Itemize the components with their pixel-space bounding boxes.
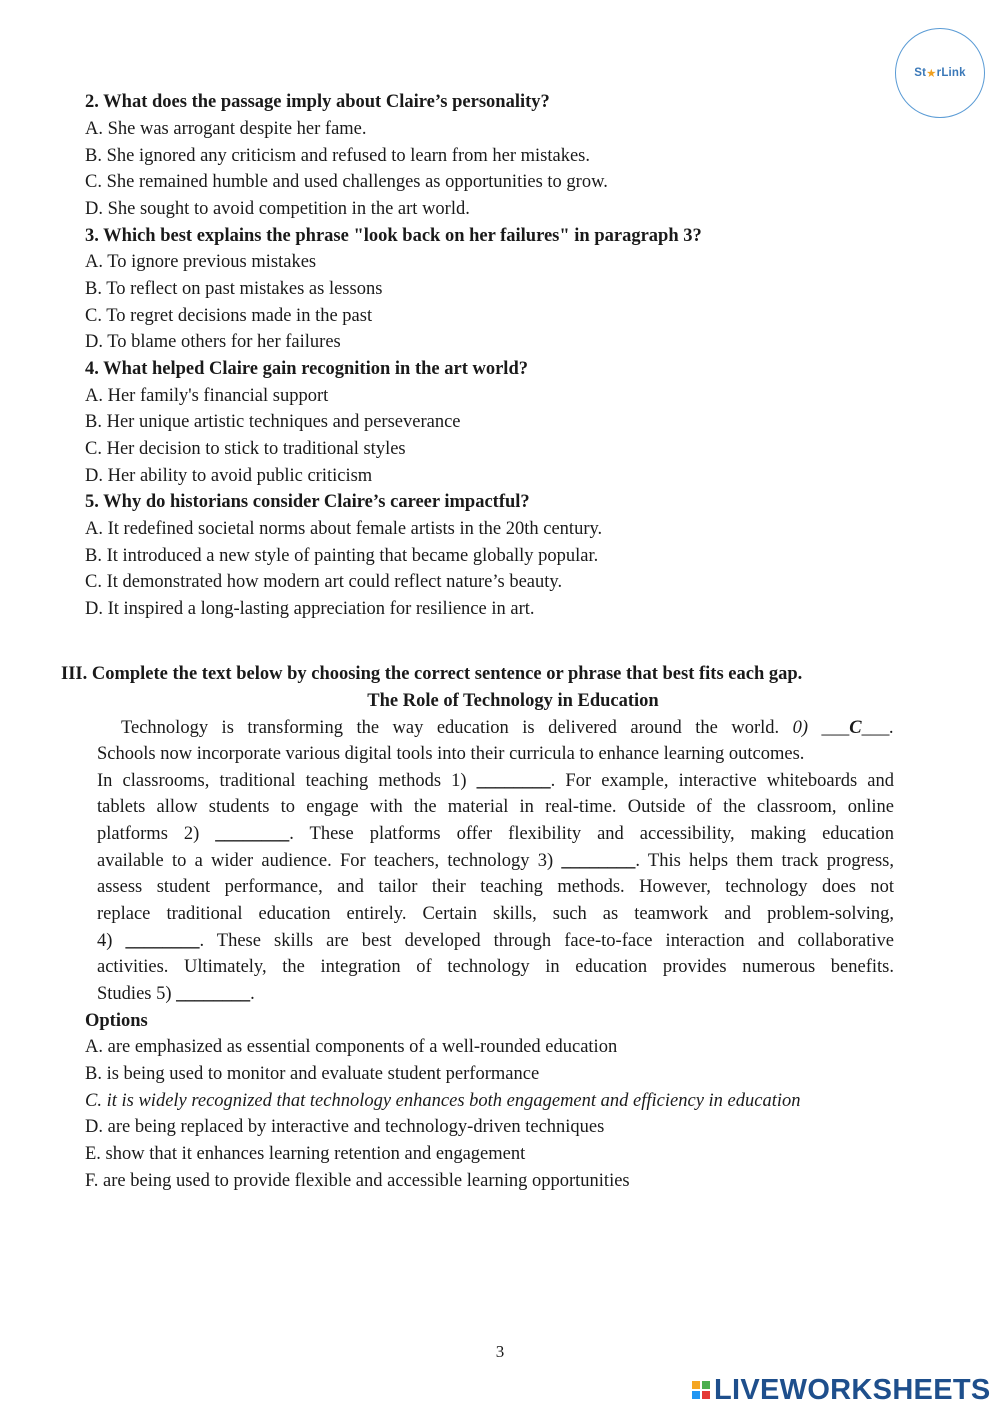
question-5-option-d[interactable]: D. It inspired a long-lasting appreciation for resilience in art. [85,599,535,619]
gap-1[interactable]: ________ [476,771,551,791]
passage-line: tablets allow students to engage with the material in real-time. Outside of the classroom, online [97,797,894,817]
question-3-option-d[interactable]: D. To blame others for her failures [85,332,341,352]
question-5-option-c[interactable]: C. It demonstrated how modern art could reflect nature’s beauty. [85,572,563,592]
liveworksheets-logo: LIVEWORKSHEETS [692,1374,991,1406]
question-2-option-d[interactable]: D. She sought to avoid competition in the art world. [85,199,470,219]
question-4-option-c[interactable]: C. Her decision to stick to traditional styles [85,439,406,459]
question-3-option-b[interactable]: B. To reflect on past mistakes as lessons [85,279,383,299]
passage-line: replace traditional education entirely. Certain skills, such as teamwork and problem-solving, [97,904,894,924]
option-c[interactable]: C. it is widely recognized that technology enhances both engagement and efficiency in education [85,1091,801,1111]
question-3: 3. Which best explains the phrase "look back on her failures" in paragraph 3? [85,226,702,246]
passage-line: 4) ________. These skills are best developed through face-to-face interaction and collaborative [97,931,895,951]
option-b[interactable]: B. is being used to monitor and evaluate student performance [85,1064,540,1084]
gap-4[interactable]: ________ [125,931,200,951]
question-5-option-a[interactable]: A. It redefined societal norms about female artists in the 20th century. [85,519,603,539]
starlink-logo: St ★ rLink [895,28,985,118]
question-5: 5. Why do historians consider Claire’s career impactful? [85,492,530,512]
passage-line: Schools now incorporate various digital tools into their curricula to enhance learning outcomes. [97,744,805,764]
passage-line: In classrooms, traditional teaching methods 1) ________. For example, interactive whiteboards and [97,771,895,791]
question-4: 4. What helped Claire gain recognition in the art world? [85,359,528,379]
passage-line: Technology is transforming the way education is delivered around the world. 0) ___C___. [121,718,895,738]
passage-line: available to a wider audience. For teachers, technology 3) ________. This helps them track progress, [97,851,894,871]
section-heading: III. Complete the text below by choosing the correct sentence or phrase that best fits each gap. [61,664,803,684]
option-a[interactable]: A. are emphasized as essential components of a well-rounded education [85,1037,618,1057]
passage-title: The Role of Technology in Education [367,691,659,711]
question-4-option-a[interactable]: A. Her family's financial support [85,386,329,406]
passage-line: platforms 2) ________. These platforms offer flexibility and accessibility, making education [97,824,895,844]
option-d[interactable]: D. are being replaced by interactive and technology-driven techniques [85,1117,605,1137]
question-2: 2. What does the passage imply about Claire’s personality? [85,92,550,112]
example-answer: 0) ___C___. [792,718,895,738]
gap-5[interactable]: ________ [176,984,251,1004]
option-f[interactable]: F. are being used to provide flexible and accessible learning opportunities [85,1171,630,1191]
page-number: 3 [495,1342,505,1361]
question-3-option-a[interactable]: A. To ignore previous mistakes [85,252,317,272]
question-2-option-b[interactable]: B. She ignored any criticism and refused to learn from her mistakes. [85,146,591,166]
question-4-option-d[interactable]: D. Her ability to avoid public criticism [85,466,373,486]
passage-line: Studies 5) ________. [97,984,255,1004]
question-5-option-b[interactable]: B. It introduced a new style of painting that became globally popular. [85,546,599,566]
passage-line: assess student performance, and tailor their teaching methods. However, technology does not [97,877,894,897]
star-icon: ★ [926,68,937,80]
options-label: Options [85,1011,148,1031]
passage-line: activities. Ultimately, the integration of technology in education provides numerous benefits. [97,957,894,977]
gap-2[interactable]: ________ [215,824,290,844]
question-4-option-b[interactable]: B. Her unique artistic techniques and perseverance [85,412,461,432]
gap-3[interactable]: ________ [561,851,636,871]
question-3-option-c[interactable]: C. To regret decisions made in the past [85,306,373,326]
question-2-option-a[interactable]: A. She was arrogant despite her fame. [85,119,367,139]
option-e[interactable]: E. show that it enhances learning retention and engagement [85,1144,526,1164]
liveworksheets-icon [692,1381,710,1399]
question-2-option-c[interactable]: C. She remained humble and used challenges as opportunities to grow. [85,172,608,192]
